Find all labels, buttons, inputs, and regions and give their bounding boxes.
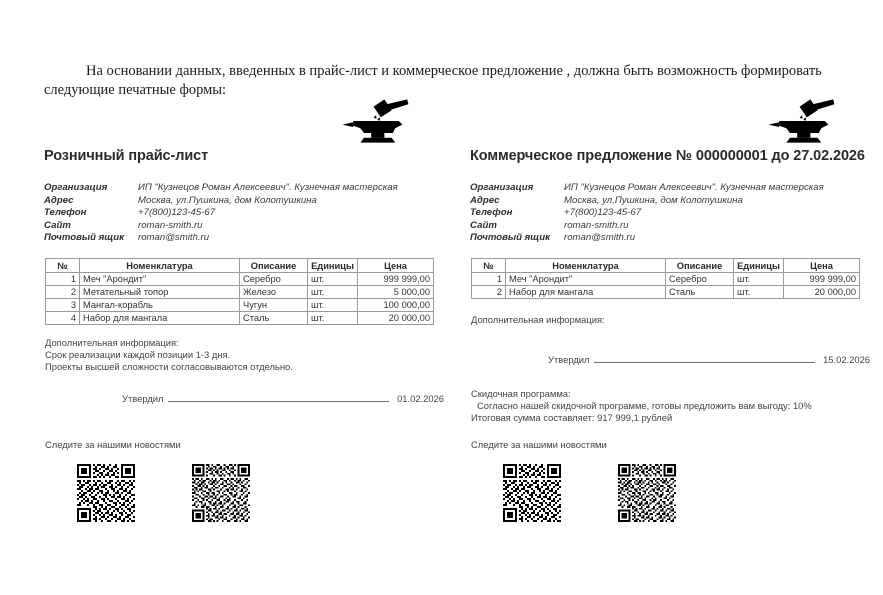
column-header-units: Единицы bbox=[734, 259, 784, 273]
qr-code-group bbox=[77, 464, 250, 522]
contact-row bbox=[470, 182, 870, 195]
cell-number: 1 bbox=[46, 273, 80, 286]
contact-row bbox=[44, 195, 444, 208]
cell-nomenclature: Метательный топор bbox=[80, 286, 240, 299]
contact-row bbox=[44, 220, 444, 233]
approval-signature-rule bbox=[168, 392, 390, 402]
contact-label: Организация bbox=[44, 182, 108, 193]
anvil-hammer-icon bbox=[766, 98, 838, 144]
cell-price: 999 999,00 bbox=[358, 273, 434, 286]
approval-label: Утвердил bbox=[122, 393, 164, 404]
cell-nomenclature: Набор для мангала bbox=[506, 286, 666, 299]
table-row bbox=[46, 312, 434, 325]
column-header-nomenclature: Номенклатура bbox=[506, 259, 666, 273]
approval-date: 15.02.2026 bbox=[823, 354, 870, 365]
total-sum-line: Итоговая сумма составляет: 917 999,1 рублей bbox=[471, 412, 673, 423]
cell-nomenclature: Набор для мангала bbox=[80, 312, 240, 325]
column-header-description: Описание bbox=[666, 259, 734, 273]
discount-program-line: Согласно нашей скидочной программе, готовы предложить вам выгоду: 10% bbox=[477, 400, 812, 411]
cell-description: Сталь bbox=[666, 286, 734, 299]
table-header-row bbox=[46, 259, 434, 273]
column-header-nomenclature: Номенклатура bbox=[80, 259, 240, 273]
approval-label: Утвердил bbox=[548, 354, 590, 365]
cell-price: 100 000,00 bbox=[358, 299, 434, 312]
contact-value: +7(800)123-45-67 bbox=[138, 207, 216, 219]
additional-info-title: Дополнительная информация: bbox=[471, 314, 605, 325]
contact-value: +7(800)123-45-67 bbox=[564, 207, 642, 219]
cell-price: 999 999,00 bbox=[784, 273, 860, 286]
contact-label: Сайт bbox=[44, 219, 71, 231]
cell-number: 2 bbox=[472, 286, 506, 299]
contact-label: Организация bbox=[470, 182, 534, 193]
cell-number: 1 bbox=[472, 273, 506, 286]
approval-date: 01.02.2026 bbox=[397, 393, 444, 404]
cell-description: Серебро bbox=[666, 273, 734, 286]
cell-unit: шт. bbox=[308, 299, 358, 312]
contact-label: Адрес bbox=[44, 194, 74, 206]
table-row bbox=[46, 273, 434, 286]
contact-row bbox=[470, 207, 870, 220]
cell-unit: шт. bbox=[734, 286, 784, 299]
qr-code-icon[interactable] bbox=[503, 464, 561, 522]
contact-label: Почтовый ящик bbox=[44, 232, 124, 244]
cell-nomenclature: Мангал-корабль bbox=[80, 299, 240, 312]
cell-number: 2 bbox=[46, 286, 80, 299]
contact-label: Телефон bbox=[470, 207, 513, 219]
contact-label: Телефон bbox=[44, 207, 87, 219]
cell-description: Железо bbox=[240, 286, 308, 299]
anvil-hammer-icon bbox=[340, 98, 412, 144]
cell-number: 3 bbox=[46, 299, 80, 312]
contact-value: roman-smith.ru bbox=[564, 219, 629, 231]
contact-value: roman@smith.ru bbox=[564, 232, 636, 244]
table-row bbox=[46, 299, 434, 312]
contact-value: Москва, ул.Пушкина, дом Колотушкина bbox=[564, 194, 743, 206]
discount-program-title: Скидочная программа: bbox=[471, 388, 571, 399]
cell-price: 20 000,00 bbox=[784, 286, 860, 299]
contact-value: roman-smith.ru bbox=[138, 219, 203, 231]
column-header-number: № bbox=[46, 259, 80, 273]
qr-code-icon[interactable] bbox=[618, 464, 676, 522]
qr-code-icon[interactable] bbox=[77, 464, 135, 522]
news-label: Следите за нашими новостями bbox=[45, 439, 181, 450]
news-label: Следите за нашими новостями bbox=[471, 439, 607, 450]
cell-description: Серебро bbox=[240, 273, 308, 286]
cell-price: 5 000,00 bbox=[358, 286, 434, 299]
contact-label: Сайт bbox=[470, 219, 497, 231]
cell-unit: шт. bbox=[308, 273, 358, 286]
intro-paragraph: На основании данных, введенных в прайс-лист и коммерческое предложение , должна быть возможность формировать следующие печатные формы: bbox=[44, 63, 822, 98]
cell-description: Сталь bbox=[240, 312, 308, 325]
table-row bbox=[472, 273, 860, 286]
company-contacts bbox=[44, 182, 444, 245]
contact-value: ИП "Кузнецов Роман Алексеевич". Кузнечная мастерская bbox=[138, 182, 398, 193]
contact-row bbox=[470, 232, 870, 245]
table-row bbox=[46, 286, 434, 299]
qr-code-icon[interactable] bbox=[192, 464, 250, 522]
column-header-units: Единицы bbox=[308, 259, 358, 273]
additional-info-title: Дополнительная информация: bbox=[45, 337, 179, 348]
cell-price: 20 000,00 bbox=[358, 312, 434, 325]
approval-line bbox=[470, 353, 870, 365]
contact-value: Москва, ул.Пушкина, дом Колотушкина bbox=[138, 194, 317, 206]
qr-code-group bbox=[503, 464, 676, 522]
approval-line bbox=[44, 392, 444, 404]
company-contacts bbox=[470, 182, 870, 245]
cell-nomenclature: Меч "Арондит" bbox=[506, 273, 666, 286]
contact-value: roman@smith.ru bbox=[138, 232, 210, 244]
additional-info-line-2: Проекты высшей сложности согласовываются отдельно. bbox=[45, 361, 293, 372]
cell-unit: шт. bbox=[308, 286, 358, 299]
approval-signature-rule bbox=[594, 353, 816, 363]
column-header-price: Цена bbox=[358, 259, 434, 273]
column-header-number: № bbox=[472, 259, 506, 273]
cell-description: Чугун bbox=[240, 299, 308, 312]
column-header-price: Цена bbox=[784, 259, 860, 273]
commercial-offer-table bbox=[471, 258, 860, 299]
table-row bbox=[472, 286, 860, 299]
cell-unit: шт. bbox=[308, 312, 358, 325]
commercial-offer-title: Коммерческое предложение № 000000001 до 27.02.2026 bbox=[470, 148, 865, 164]
contact-value: ИП "Кузнецов Роман Алексеевич". Кузнечная мастерская bbox=[564, 182, 824, 193]
cell-nomenclature: Меч "Арондит" bbox=[80, 273, 240, 286]
cell-number: 4 bbox=[46, 312, 80, 325]
contact-row bbox=[44, 207, 444, 220]
cell-unit: шт. bbox=[734, 273, 784, 286]
additional-info-line-1: Срок реализации каждой позиции 1-3 дня. bbox=[45, 349, 231, 360]
contact-row bbox=[44, 182, 444, 195]
contact-label: Почтовый ящик bbox=[470, 232, 550, 244]
contact-row bbox=[470, 195, 870, 208]
contact-label: Адрес bbox=[470, 194, 500, 206]
table-header-row bbox=[472, 259, 860, 273]
column-header-description: Описание bbox=[240, 259, 308, 273]
price-list-title: Розничный прайс-лист bbox=[44, 148, 209, 164]
contact-row bbox=[470, 220, 870, 233]
contact-row bbox=[44, 232, 444, 245]
price-list-table bbox=[45, 258, 434, 325]
